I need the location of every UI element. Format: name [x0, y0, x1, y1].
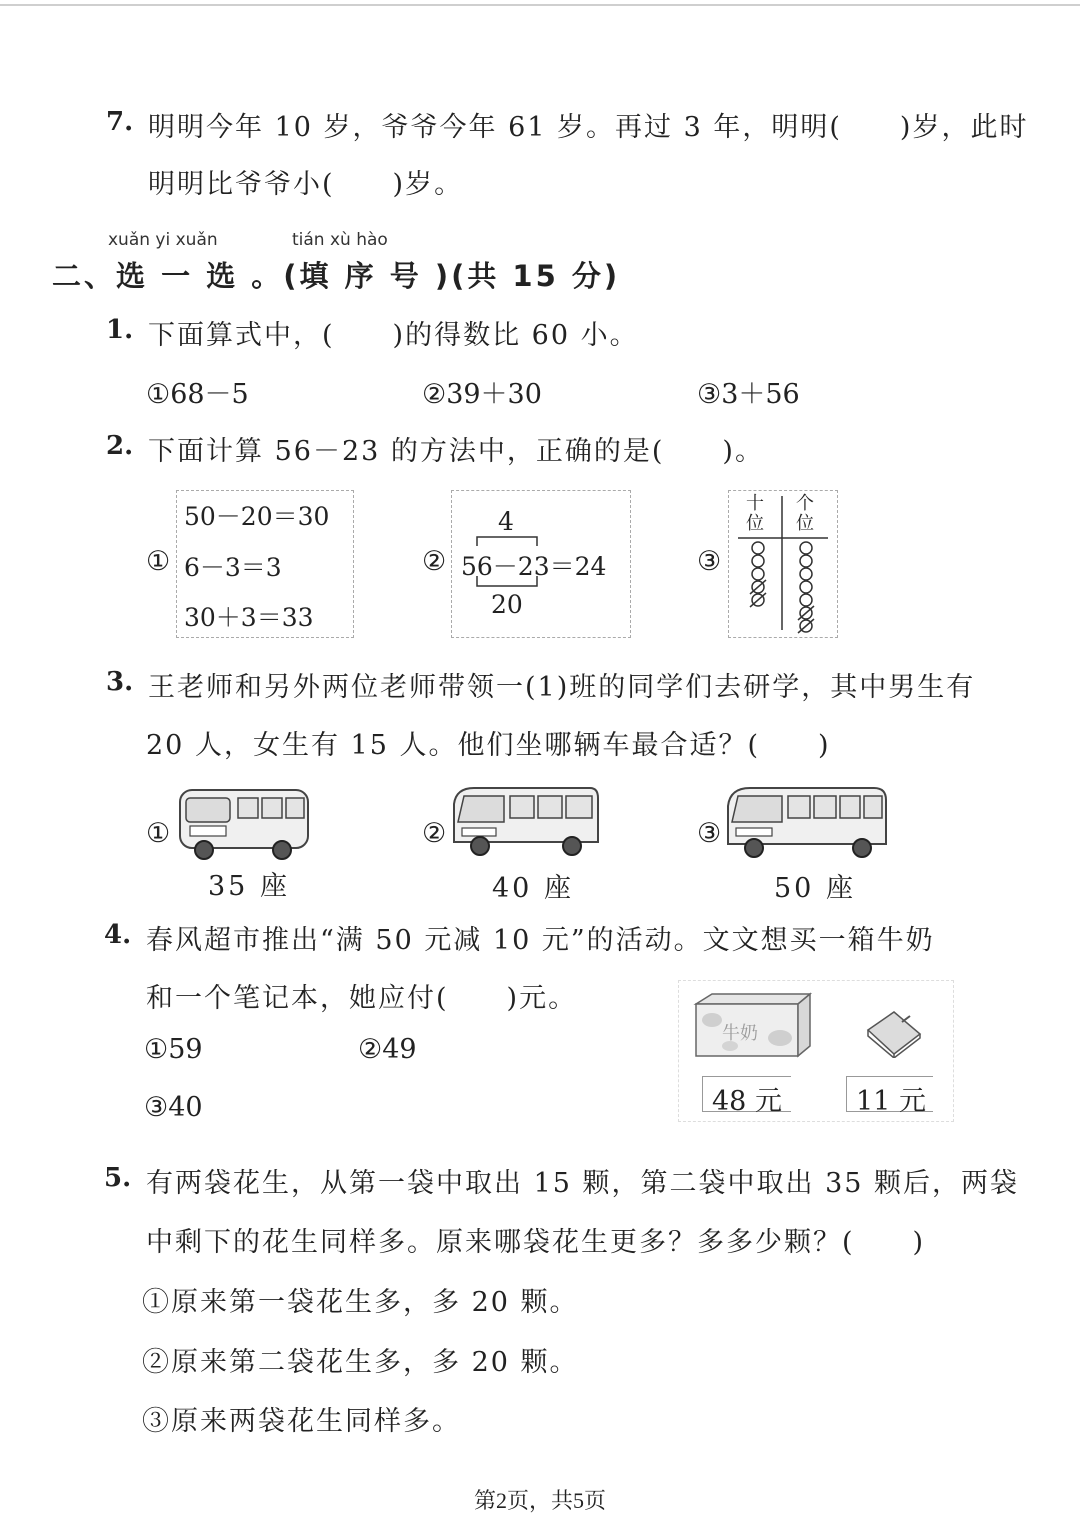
q2-opt2-marker: ② — [422, 546, 447, 577]
q1-option-3: ③3＋56 — [697, 379, 800, 410]
section2-pinyin-tianxuhao: tián xù hào — [292, 230, 388, 250]
q5-option-1: ①原来第一袋花生多，多 20 颗。 — [142, 1287, 579, 1318]
q5-line1: 有两袋花生，从第一袋中取出 15 颗，第二袋中取出 35 颗后，两袋 — [146, 1168, 1020, 1199]
q2-text: 下面计算 56－23 的方法中，正确的是( )。 — [148, 436, 764, 467]
q3-line1: 王老师和另外两位老师带领一(1)班的同学们去研学，其中男生有 — [148, 672, 976, 703]
section2-title: 二、选 一 选 。(填 序 号 )(共 15 分) — [52, 259, 621, 293]
q4-number: 4. — [104, 920, 132, 950]
q5-number: 5. — [104, 1163, 132, 1193]
q7-line1: 明明今年 10 岁，爷爷今年 61 岁。再过 3 年，明明( )岁，此时 — [148, 112, 1029, 143]
q5-option-2: ②原来第二袋花生多，多 20 颗。 — [142, 1347, 579, 1378]
q3-line2: 20 人，女生有 15 人。他们坐哪辆车最合适？( ) — [146, 730, 831, 761]
q1-number: 1. — [106, 315, 134, 345]
notebook-price: 11 元 — [856, 1086, 926, 1117]
section2-pinyin-xuanyixuan: xuǎn yi xuǎn — [108, 230, 218, 250]
q2-opt2-bottom-number: 20 — [491, 590, 523, 619]
q2-number: 2. — [106, 431, 134, 461]
q1-option-2: ②39＋30 — [422, 379, 542, 410]
q2-opt2-expression: 56－23＝24 — [461, 552, 607, 581]
q3-bus3-seats: 50 座 — [774, 873, 856, 904]
milk-price: 48 元 — [712, 1086, 782, 1117]
bus-icon — [448, 782, 602, 864]
q3-bus2-seats: 40 座 — [492, 873, 574, 904]
q4-line2: 和一个笔记本，她应付( )元。 — [146, 983, 578, 1014]
q2-opt2-top-number: 4 — [498, 507, 514, 536]
q4-option-1: ①59 — [144, 1034, 203, 1065]
q3-bus3-marker: ③ — [697, 818, 722, 849]
milk-box-label: 牛奶 — [722, 1023, 758, 1044]
bus-icon — [724, 780, 890, 864]
q7-line2: 明明比爷爷小( )岁。 — [148, 169, 464, 200]
q2-opt1-line1: 50－20＝30 — [184, 502, 330, 531]
notebook-icon — [864, 1008, 924, 1058]
q2-opt1-marker: ① — [146, 546, 171, 577]
q2-opt1-line3: 30＋3＝33 — [184, 603, 314, 632]
q4-line1: 春风超市推出“满 50 元减 10 元”的活动。文文想买一箱牛奶 — [146, 925, 935, 956]
page-footer: 第2页，共5页 — [473, 1488, 606, 1513]
q5-line2: 中剩下的花生同样多。原来哪袋花生更多？多多少颗？( ) — [146, 1227, 926, 1258]
q2-opt1-line2: 6－3＝3 — [184, 553, 282, 582]
q1-text: 下面算式中，( )的得数比 60 小。 — [148, 320, 639, 351]
q5-option-3: ③原来两袋花生同样多。 — [142, 1406, 461, 1437]
q1-option-1: ①68－5 — [146, 379, 249, 410]
q3-bus1-marker: ① — [146, 818, 171, 849]
q3-bus1-seats: 35 座 — [208, 871, 290, 902]
q2-opt3-marker: ③ — [697, 546, 722, 577]
q3-number: 3. — [106, 667, 134, 697]
q3-bus2-marker: ② — [422, 818, 447, 849]
top-border-line — [0, 4, 1080, 6]
q4-option-3: ③40 — [144, 1092, 203, 1123]
q2-opt3-tens-label: 十位 — [746, 493, 764, 534]
q4-option-2: ②49 — [358, 1034, 417, 1065]
q2-opt3-ones-label: 个位 — [796, 493, 814, 534]
bus-icon — [172, 782, 312, 864]
q7-number: 7. — [106, 107, 134, 137]
